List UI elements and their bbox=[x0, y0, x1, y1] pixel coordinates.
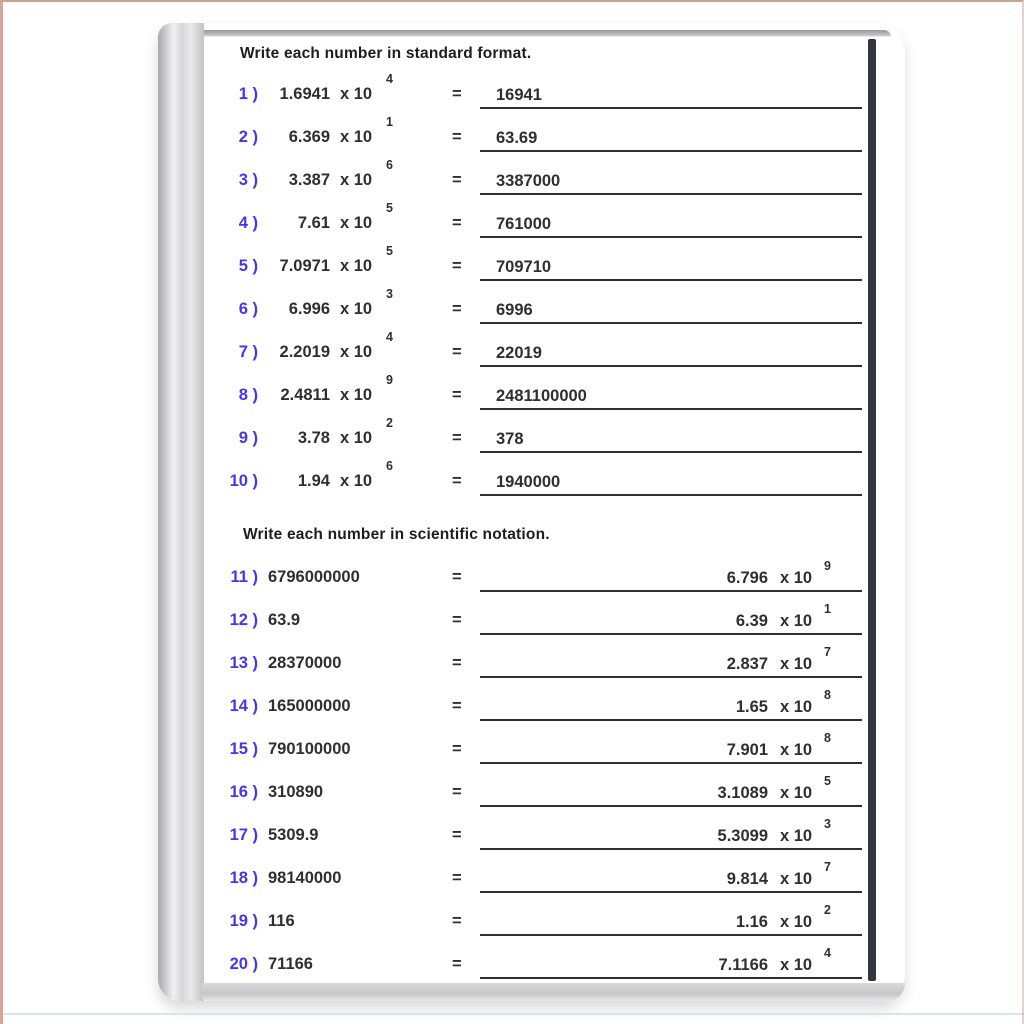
answer-line bbox=[480, 559, 862, 592]
answer-line bbox=[480, 946, 862, 979]
answer-line bbox=[480, 467, 862, 496]
equals-sign: = bbox=[452, 740, 462, 758]
given-number: 6796000000 bbox=[268, 568, 360, 586]
answer-line bbox=[480, 295, 862, 324]
problem-row bbox=[158, 332, 905, 375]
coefficient: 3.387 bbox=[288, 171, 330, 189]
equals-sign: = bbox=[452, 429, 462, 447]
problem-row bbox=[158, 901, 905, 944]
answer-exponent: 9 bbox=[824, 559, 831, 573]
times-ten-label: x 10 bbox=[780, 655, 813, 673]
problem-number: 9 ) bbox=[238, 429, 258, 447]
answer-line bbox=[480, 80, 862, 109]
problem-number: 3 ) bbox=[238, 171, 258, 189]
times-ten-label: x 10 bbox=[780, 784, 813, 802]
exponent: 5 bbox=[386, 201, 393, 215]
answer-text: 709710 bbox=[496, 258, 552, 276]
coefficient: 1.6941 bbox=[279, 85, 330, 103]
answer-exponent: 3 bbox=[824, 817, 831, 831]
answer-line bbox=[480, 381, 862, 410]
answer-exponent: 1 bbox=[824, 602, 831, 616]
exponent: 4 bbox=[386, 330, 393, 344]
coefficient: 3.78 bbox=[297, 429, 330, 447]
answer-line bbox=[480, 688, 862, 721]
problem-row bbox=[158, 160, 905, 203]
exponent: 2 bbox=[386, 416, 393, 430]
section1-heading: Write each number in standard format. bbox=[240, 45, 532, 62]
equals-sign: = bbox=[452, 912, 462, 930]
exponent: 5 bbox=[386, 244, 393, 258]
problem-number: 1 ) bbox=[238, 85, 258, 103]
given-number: 63.9 bbox=[268, 611, 301, 629]
coefficient: 1.94 bbox=[297, 472, 330, 490]
exponent: 3 bbox=[386, 287, 393, 301]
exponent: 9 bbox=[386, 373, 393, 387]
bottom-rule bbox=[0, 1013, 1024, 1015]
equals-sign: = bbox=[452, 300, 462, 318]
problem-number: 12 ) bbox=[229, 611, 258, 629]
coefficient: 6.996 bbox=[288, 300, 330, 318]
problem-number: 15 ) bbox=[229, 740, 258, 758]
given-number: 5309.9 bbox=[268, 826, 319, 844]
problem-row bbox=[158, 375, 905, 418]
problem-number: 7 ) bbox=[238, 343, 258, 361]
times-ten-label: x 10 bbox=[780, 569, 813, 587]
answer-text: 3387000 bbox=[496, 172, 561, 190]
times-ten-label: x 10 bbox=[780, 956, 813, 974]
answer-text: 6996 bbox=[496, 301, 533, 319]
answer-line bbox=[480, 252, 862, 281]
answer-coefficient: 2.837 bbox=[726, 655, 768, 673]
answer-coefficient: 1.16 bbox=[735, 913, 768, 931]
coefficient: 2.4811 bbox=[280, 386, 330, 404]
equals-sign: = bbox=[452, 257, 462, 275]
answer-text: 16941 bbox=[496, 86, 542, 104]
equals-sign: = bbox=[452, 869, 462, 887]
answer-coefficient: 6.796 bbox=[726, 569, 768, 587]
coefficient: 7.0971 bbox=[279, 257, 330, 275]
equals-sign: = bbox=[452, 128, 462, 146]
answer-coefficient: 5.3099 bbox=[717, 827, 768, 845]
answer-line bbox=[480, 645, 862, 678]
times-ten-label: x 10 bbox=[340, 128, 373, 146]
answer-line bbox=[480, 860, 862, 893]
problem-row bbox=[158, 858, 905, 901]
problem-number: 10 ) bbox=[229, 472, 258, 490]
problem-row bbox=[158, 557, 905, 600]
answer-coefficient: 1.65 bbox=[735, 698, 768, 716]
answer-line bbox=[480, 817, 862, 850]
answer-text: 22019 bbox=[496, 344, 542, 362]
exponent: 1 bbox=[386, 115, 393, 129]
problem-number: 11 ) bbox=[230, 568, 258, 586]
answer-exponent: 8 bbox=[824, 731, 831, 745]
times-ten-label: x 10 bbox=[780, 870, 813, 888]
problem-row bbox=[158, 729, 905, 772]
times-ten-label: x 10 bbox=[340, 171, 373, 189]
equals-sign: = bbox=[452, 826, 462, 844]
problem-row bbox=[158, 686, 905, 729]
problem-number: 19 ) bbox=[229, 912, 258, 930]
times-ten-label: x 10 bbox=[340, 85, 373, 103]
answer-exponent: 4 bbox=[824, 946, 831, 960]
times-ten-label: x 10 bbox=[340, 257, 373, 275]
answer-line bbox=[480, 602, 862, 635]
answer-line bbox=[480, 903, 862, 936]
times-ten-label: x 10 bbox=[780, 612, 813, 630]
answer-coefficient: 7.1166 bbox=[718, 956, 768, 974]
problem-number: 13 ) bbox=[229, 654, 258, 672]
problem-number: 6 ) bbox=[238, 300, 258, 318]
answer-line bbox=[480, 338, 862, 367]
worksheet-sheet bbox=[158, 23, 905, 1001]
times-ten-label: x 10 bbox=[340, 472, 373, 490]
answer-coefficient: 7.901 bbox=[726, 741, 768, 759]
exponent: 4 bbox=[386, 72, 393, 86]
equals-sign: = bbox=[452, 697, 462, 715]
equals-sign: = bbox=[452, 343, 462, 361]
coefficient: 7.61 bbox=[297, 214, 330, 232]
answer-line bbox=[480, 123, 862, 152]
times-ten-label: x 10 bbox=[340, 343, 373, 361]
equals-sign: = bbox=[452, 611, 462, 629]
answer-line bbox=[480, 774, 862, 807]
problem-row bbox=[158, 600, 905, 643]
times-ten-label: x 10 bbox=[780, 698, 813, 716]
answer-coefficient: 6.39 bbox=[735, 612, 768, 630]
answer-line bbox=[480, 166, 862, 195]
given-number: 71166 bbox=[268, 955, 313, 973]
problem-row bbox=[158, 289, 905, 332]
problem-row bbox=[158, 815, 905, 858]
answer-line bbox=[480, 209, 862, 238]
given-number: 310890 bbox=[268, 783, 324, 801]
times-ten-label: x 10 bbox=[780, 741, 813, 759]
problem-number: 5 ) bbox=[238, 257, 258, 275]
answer-text: 63.69 bbox=[496, 129, 538, 147]
given-number: 28370000 bbox=[268, 654, 342, 672]
answer-exponent: 7 bbox=[824, 645, 831, 659]
times-ten-label: x 10 bbox=[780, 913, 813, 931]
answer-coefficient: 3.1089 bbox=[717, 784, 768, 802]
problem-row bbox=[158, 74, 905, 117]
answer-exponent: 5 bbox=[824, 774, 831, 788]
equals-sign: = bbox=[452, 214, 462, 232]
answer-text: 2481100000 bbox=[496, 387, 587, 405]
equals-sign: = bbox=[452, 783, 462, 801]
coefficient: 2.2019 bbox=[279, 343, 330, 361]
problem-number: 16 ) bbox=[229, 783, 258, 801]
answer-exponent: 8 bbox=[824, 688, 831, 702]
equals-sign: = bbox=[452, 654, 462, 672]
problem-row bbox=[158, 643, 905, 686]
problem-row bbox=[158, 461, 905, 504]
equals-sign: = bbox=[452, 472, 462, 490]
given-number: 790100000 bbox=[268, 740, 351, 758]
times-ten-label: x 10 bbox=[340, 214, 373, 232]
problem-row bbox=[158, 246, 905, 289]
section1-rows bbox=[158, 74, 905, 504]
times-ten-label: x 10 bbox=[780, 827, 813, 845]
given-number: 165000000 bbox=[268, 697, 351, 715]
answer-line bbox=[480, 731, 862, 764]
section2-heading: Write each number in scientific notation. bbox=[243, 526, 550, 543]
sheet-top-edge bbox=[204, 30, 891, 37]
answer-line bbox=[480, 424, 862, 453]
answer-coefficient: 9.814 bbox=[726, 870, 768, 888]
equals-sign: = bbox=[452, 386, 462, 404]
answer-exponent: 2 bbox=[824, 903, 831, 917]
equals-sign: = bbox=[452, 568, 462, 586]
problem-number: 14 ) bbox=[229, 697, 258, 715]
problem-row bbox=[158, 203, 905, 246]
answer-text: 1940000 bbox=[496, 473, 561, 491]
times-ten-label: x 10 bbox=[340, 386, 373, 404]
problem-number: 20 ) bbox=[229, 955, 258, 973]
times-ten-label: x 10 bbox=[340, 429, 373, 447]
problem-number: 17 ) bbox=[229, 826, 258, 844]
problem-row bbox=[158, 772, 905, 815]
problem-row bbox=[158, 944, 905, 987]
problem-number: 8 ) bbox=[238, 386, 258, 404]
section2-rows bbox=[158, 557, 905, 987]
answer-text: 761000 bbox=[496, 215, 552, 233]
times-ten-label: x 10 bbox=[340, 300, 373, 318]
answer-text: 378 bbox=[496, 430, 524, 448]
equals-sign: = bbox=[452, 171, 462, 189]
coefficient: 6.369 bbox=[288, 128, 330, 146]
problem-number: 2 ) bbox=[238, 128, 258, 146]
exponent: 6 bbox=[386, 158, 393, 172]
answer-exponent: 7 bbox=[824, 860, 831, 874]
problem-row bbox=[158, 418, 905, 461]
exponent: 6 bbox=[386, 459, 393, 473]
equals-sign: = bbox=[452, 955, 462, 973]
given-number: 116 bbox=[268, 912, 295, 930]
problem-row bbox=[158, 117, 905, 160]
equals-sign: = bbox=[452, 85, 462, 103]
problem-number: 18 ) bbox=[229, 869, 258, 887]
problem-number: 4 ) bbox=[238, 214, 258, 232]
given-number: 98140000 bbox=[268, 869, 342, 887]
